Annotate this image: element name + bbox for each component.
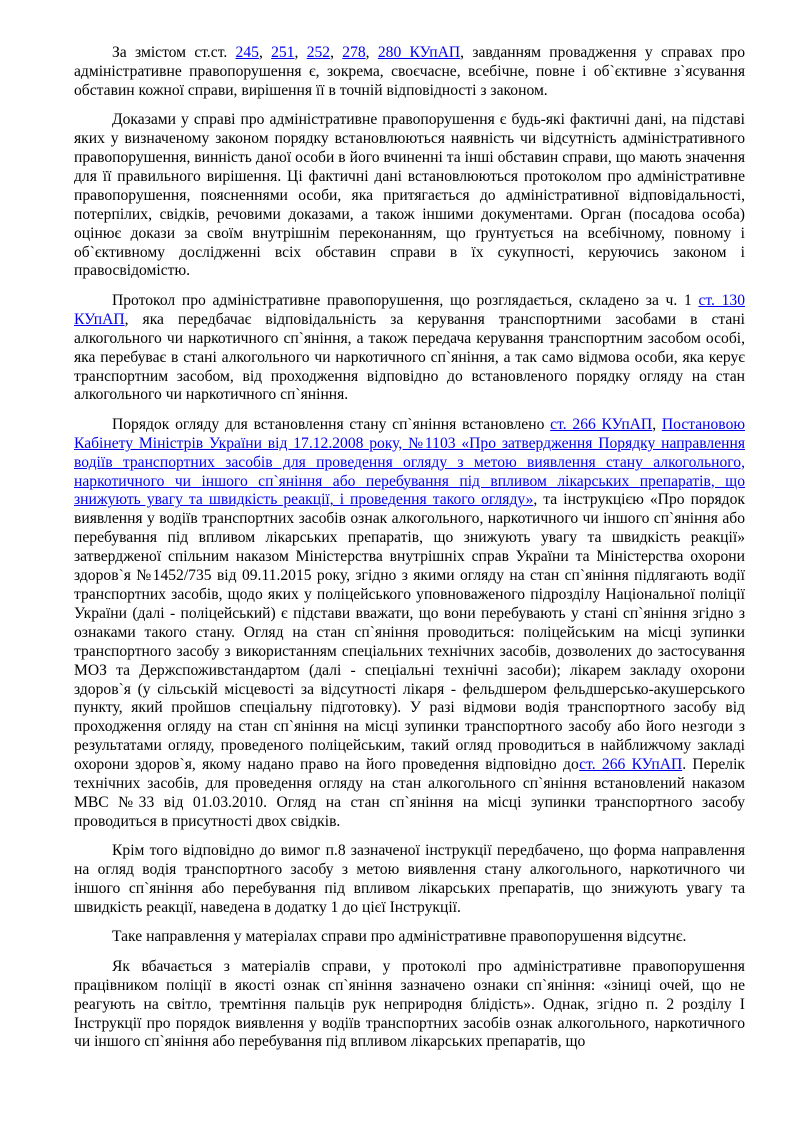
law-link-280-kupap[interactable]: 280 КУпАП [377,44,461,61]
law-link-252[interactable]: 252 [306,44,331,61]
law-link-251[interactable]: 251 [271,44,295,61]
paragraph: Порядок огляду для встановлення стану сп`яніння встановлено ст. 266 КУпАП, Постановою Кабінету Міністрів України від 17.12.2008 року, №1103 «Про затвердження Порядку направлення водіїв транспортних засобів для проведення огляду з метою виявлення стану алкогольного, наркотичного чи іншого сп`яніння або перебування під впливом лікарських препаратів, що знижують увагу та швидкість реакції, і проведення такого огляду», та інструкцією «Про порядок виявлення у водіїв транспортних засобів ознак алкогольного, наркотичного чи іншого сп`яніння або перебування під впливом лікарських препаратів, що знижують увагу та швидкість реакції» затвердженої спільним наказом Міністерства внутрішніх справ України та Міністерства охорони здоров`я №1452/735 від 09.11.2015 року, згідно з якими огляду на стан сп`яніння підлягають водії транспортних засобів, щодо яких у поліцейського уповноваженого підрозділу Національної поліції України (далі - поліцейський) є підстави вважати, що вони перебувають у стані сп`яніння згідно з ознаками такого стану. Огляд на стан сп`яніння проводиться: поліцейським на місці зупинки транспортного засобу з використанням спеціальних технічних засобів, дозволених до застосування МОЗ та Держспоживстандартом (далі - спеціальні технічні засоби); лікарем закладу охорони здоров`я (у сільській місцевості за відсутності лікаря - фельдшером фельдшерсько-акушерського пункту, який пройшов спеціальну підготовку). У разі відмови водія транспортного засобу від проходження огляду на стан сп`яніння на місці зупинки транспортного засобу або його незгоди з результатами огляду, проведеного поліцейським, такий огляд проводиться в найближчому закладі охорони здоров`я, якому надано право на його проведення відповідно дост. 266 КУпАП. Перелік технічних засобів, для проведення огляду на стан алкогольного сп`яніння встановлений наказом МВС №33 від 01.03.2010. Огляд на стан сп`яніння на місці зупинки транспортного засобу проводиться в присутності двох свідків. [74,415,746,830]
law-link-130-kupap[interactable]: ст. 130 КУпАП [74,291,745,328]
law-link-266-kupap-second[interactable]: ст. 266 КУпАП [579,756,683,774]
resolution-1103-link[interactable]: Постановою Кабінету Міністрів України від 17.12.2008 року, №1103 «Про затвердження Порядку направлення водіїв транспортних засобів для проведення огляду з метою виявлення стану алкогольного, наркотичного чи іншого сп`яніння або перебування під впливом лікарських препаратів, що знижують увагу та швидкість реакції, і проведення такого огляду» [74,415,746,509]
law-link-266-kupap[interactable]: ст. 266 КУпАП [550,415,653,433]
law-link-245[interactable]: 245 [235,44,259,61]
law-link-278[interactable]: 278 [342,44,366,61]
paragraph: Крім того відповідно до вимог п.8 зазначеної інструкції передбачено, що форма направлення на огляд водія транспортного засобу з метою виявлення стану алкогольного, наркотичного чи іншого сп`яніння або перебування під впливом лікарських препаратів, що знижують увагу та швидкість реакції, наведена в додатку 1 до цієї Інструкції. [74,842,745,916]
paragraph: Протокол про адміністративне правопорушення, що розглядається, складено за ч. 1 ст. 130 КУпАП, яка передбачає відповідальність за керування транспортними засобами в стані алкогольного чи наркотичного сп`яніння, а також передача керування транспортним засобом особі, яка перебуває в стані алкогольного чи наркотичного сп`яніння, а так само відмова особи, яка керує транспортним засобом, від проходження відповідно до встановленого порядку огляду на стан алкогольного чи наркотичного сп`яніння. [74,291,745,404]
paragraph: За змістом ст.ст. 245, 251, 252, 278, 280 КУпАП, завданням провадження у справах про адміністративне правопорушення є, зокрема, своєчасне, всебічне, повне і об`єктивне з`ясування обставин кожної справи, вирішення її в точній відповідності з законом. [74,44,746,99]
document-page [74,44,745,1063]
paragraph: Доказами у справі про адміністративне правопорушення є будь-які фактичні дані, на підставі яких у визначеному законом порядку встановлюються наявність чи відсутність адміністративного правопорушення, винність даної особи в його вчиненні та інші обставин справи, що мають значення для її правильного вирішення. Ці фактичні дані встановлюються протоколом про адміністративне правопорушення, поясненнями особи, яка притягається до адміністративної відповідальності, потерпілих, свідків, речовими доказами, а також іншими документами. Орган (посадова особа) оцінює докази за своїм внутрішнім переконанням, що ґрунтується на всебічному, повному і об`єктивному дослідженні всіх обставин справи в їх сукупності, керуючись законом і правосвідомістю. [74,111,745,280]
paragraph: Таке направлення у матеріалах справи про адміністративне правопорушення відсутнє. [112,928,687,946]
paragraph: Як вбачається з матеріалів справи, у протоколі про адміністративне правопорушення працівником поліції в якості ознак сп`яніння зазначено ознаки сп`яніння: «зіниці очей, що не реагують на світло, тремтіння пальців рук неприродня блідість». Однак, згідно п. 2 розділу І Інструкції про порядок виявлення у водіїв транспортних засобів ознак алкогольного, наркотичного чи іншого сп`яніння або перебування під впливом лікарських препаратів, що [74,957,745,1051]
